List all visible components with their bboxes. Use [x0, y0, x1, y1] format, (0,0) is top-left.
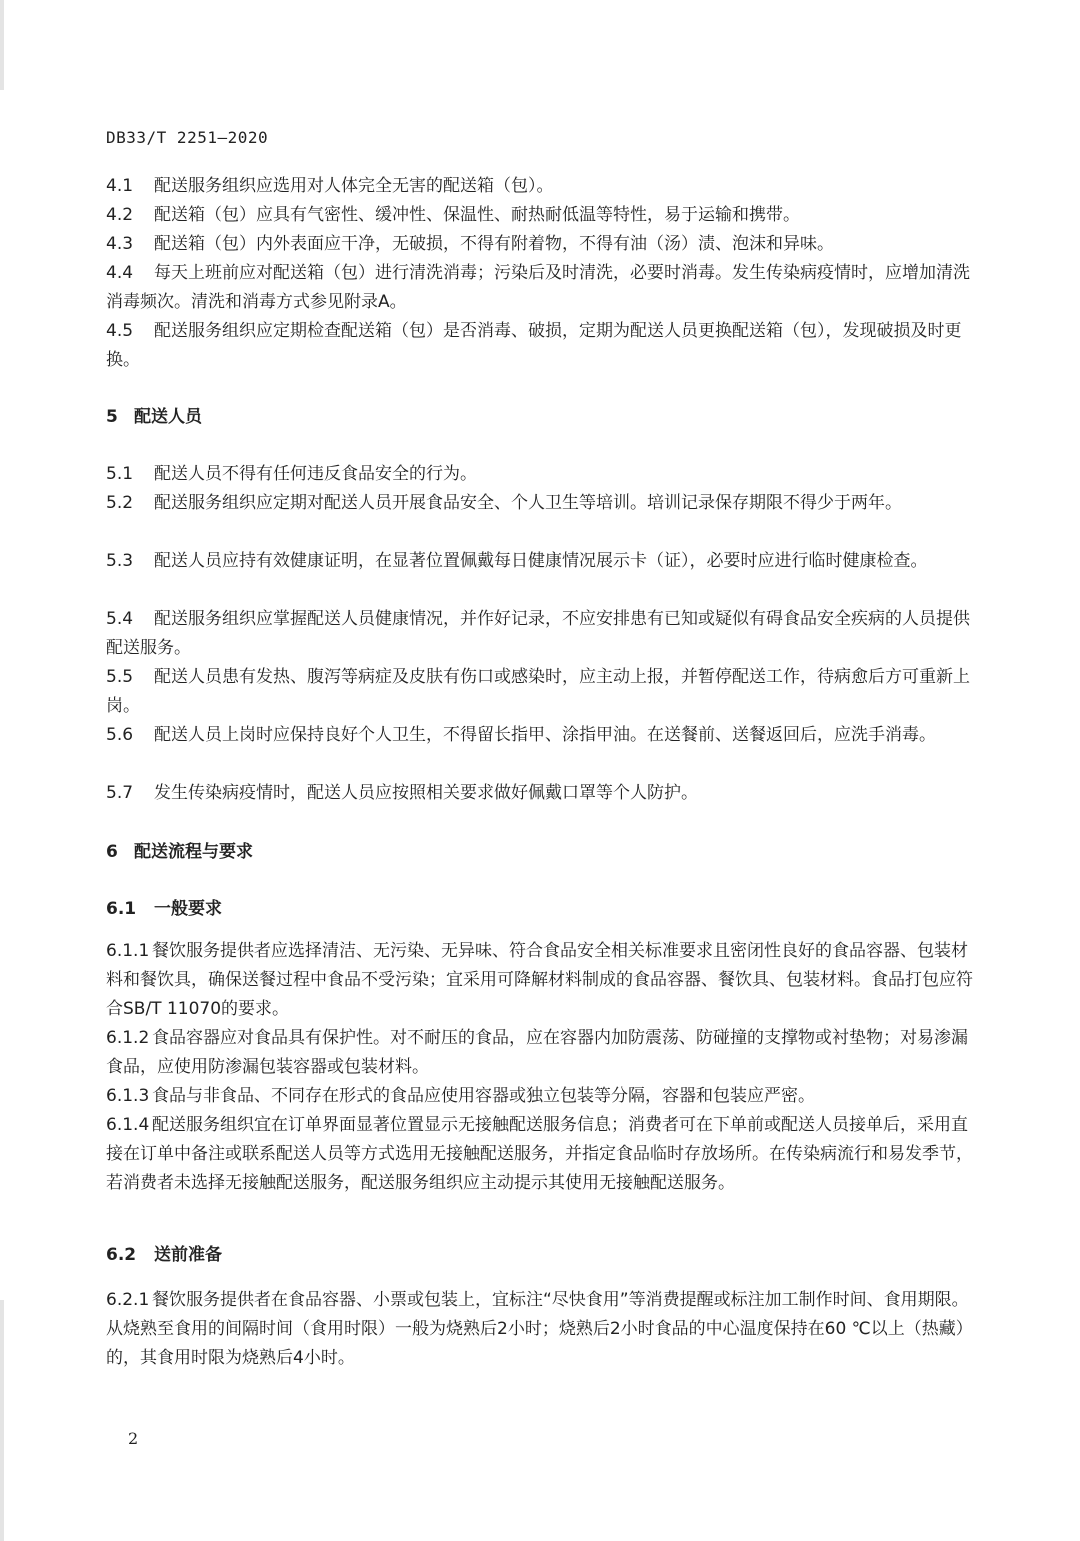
section-6-heading	[106, 838, 253, 866]
clause-number: 4.5	[106, 321, 134, 341]
section-title: 配送人员	[134, 407, 202, 427]
clause-number: 5.3	[106, 551, 134, 571]
clause-text: 每天上班前应对配送箱（包）进行清洗消毒；污染后及时清洗，必要时消毒。发生传染病疫情时，应增加清洗消毒频次。清洗和消毒方式参见附录A。	[106, 263, 970, 312]
clause-text: 配送服务组织宜在订单界面显著位置显示无接触配送服务信息；消费者可在下单前或配送人员接单后，采用直接在订单中备注或联系配送人员等方式选用无接触配送服务，并指定食品临时存放场所。在传染病流行和易发季节，若消费者未选择无接触配送服务，配送服务组织应主动提示其使用无接触配送服务。	[106, 1115, 973, 1193]
clause-number: 5.2	[106, 493, 134, 513]
section-title: 配送流程与要求	[134, 842, 253, 862]
clause-text: 配送箱（包）应具有气密性、缓冲性、保温性、耐热耐低温等特性，易于运输和携带。	[154, 205, 800, 225]
clause-text: 餐饮服务提供者应选择清洁、无污染、无异味、符合食品安全相关标准要求且密闭性良好的食品容器、包装材料和餐饮具，确保送餐过程中食品不受污染；宜采用可降解材料制成的食品容器、餐饮具、包装材料。食品打包应符合SB/T 11070的要求。	[106, 941, 973, 1019]
clause-number: 4.1	[106, 176, 134, 196]
clause-4-1	[106, 172, 976, 201]
section-5-heading	[106, 403, 202, 431]
subsection-6-1-heading	[106, 895, 222, 923]
clause-6-1-1	[106, 937, 976, 1024]
section-number: 6	[106, 842, 118, 862]
clause-6-2-1	[106, 1286, 976, 1373]
page-edge-shadow-bottom	[0, 1300, 4, 1541]
clause-text: 配送服务组织应定期对配送人员开展食品安全、个人卫生等培训。培训记录保存期限不得少于两年。	[154, 493, 902, 513]
section-number: 5	[106, 407, 118, 427]
subsection-title: 送前准备	[154, 1245, 222, 1265]
clause-text: 餐饮服务提供者在食品容器、小票或包装上，宜标注“尽快食用”等消费提醒或标注加工制作时间、食用期限。从烧熟至食用的间隔时间（食用时限）一般为烧熟后2小时；烧熟后2小时食品的中心温度保持在60 ℃以上（热藏）的，其食用时限为烧熟后4小时。	[106, 1290, 973, 1368]
clause-number: 5.4	[106, 609, 134, 629]
clause-text: 配送服务组织应掌握配送人员健康情况，并作好记录，不应安排患有已知或疑似有碍食品安全疾病的人员提供配送服务。	[106, 609, 970, 658]
clause-number: 4.2	[106, 205, 134, 225]
clause-number: 5.5	[106, 667, 134, 687]
clause-number: 6.1.4	[106, 1115, 150, 1135]
clause-text: 配送服务组织应定期检查配送箱（包）是否消毒、破损，定期为配送人员更换配送箱（包），发现破损及时更换。	[106, 321, 962, 370]
clause-text: 配送人员不得有任何违反食品安全的行为。	[154, 464, 477, 484]
clause-number: 6.2.1	[106, 1290, 150, 1310]
clause-4-3	[106, 230, 976, 259]
clause-5-3	[106, 547, 976, 576]
clause-text: 食品与非食品、不同存在形式的食品应使用容器或独立包装等分隔，容器和包装应严密。	[152, 1086, 815, 1106]
clause-text: 配送服务组织应选用对人体完全无害的配送箱（包）。	[154, 176, 554, 196]
clause-number: 6.1.1	[106, 941, 150, 961]
clause-number: 4.3	[106, 234, 134, 254]
subsection-title: 一般要求	[154, 899, 222, 919]
clause-4-5	[106, 317, 976, 375]
clause-text: 配送箱（包）内外表面应干净，无破损，不得有附着物，不得有油（汤）渍、泡沫和异味。	[154, 234, 834, 254]
subsection-number: 6.1	[106, 899, 137, 919]
clause-number: 5.7	[106, 783, 134, 803]
subsection-6-2-heading	[106, 1241, 222, 1269]
clause-text: 配送人员应持有效健康证明，在显著位置佩戴每日健康情况展示卡（证），必要时应进行临时健康检查。	[154, 551, 928, 571]
clause-number: 5.6	[106, 725, 134, 745]
page-number: 2	[128, 1429, 139, 1448]
clause-5-4	[106, 605, 976, 663]
clause-text: 发生传染病疫情时，配送人员应按照相关要求做好佩戴口罩等个人防护。	[154, 783, 698, 803]
clause-5-1	[106, 460, 976, 489]
clause-4-4	[106, 259, 976, 317]
clause-6-1-2	[106, 1024, 976, 1082]
clause-text: 配送人员上岗时应保持良好个人卫生，不得留长指甲、涂指甲油。在送餐前、送餐返回后，应洗手消毒。	[154, 725, 936, 745]
clause-number: 4.4	[106, 263, 134, 283]
clause-5-6	[106, 721, 976, 750]
clause-number: 6.1.2	[106, 1028, 150, 1048]
clause-5-5	[106, 663, 976, 721]
clause-5-2	[106, 489, 976, 518]
clause-text: 食品容器应对食品具有保护性。对不耐压的食品，应在容器内加防震荡、防碰撞的支撑物或衬垫物；对易渗漏食品，应使用防渗漏包装容器或包装材料。	[106, 1028, 968, 1077]
clause-6-1-3	[106, 1082, 976, 1111]
subsection-number: 6.2	[106, 1245, 137, 1265]
clause-text: 配送人员患有发热、腹泻等病症及皮肤有伤口或感染时，应主动上报，并暂停配送工作，待病愈后方可重新上岗。	[106, 667, 970, 716]
clause-number: 6.1.3	[106, 1086, 150, 1106]
clause-number: 5.1	[106, 464, 134, 484]
clause-5-7	[106, 779, 976, 808]
standard-code-header: DB33/T 2251—2020	[106, 128, 269, 147]
page-edge-shadow-top	[0, 0, 4, 90]
clause-4-2	[106, 201, 976, 230]
clause-6-1-4	[106, 1111, 976, 1198]
